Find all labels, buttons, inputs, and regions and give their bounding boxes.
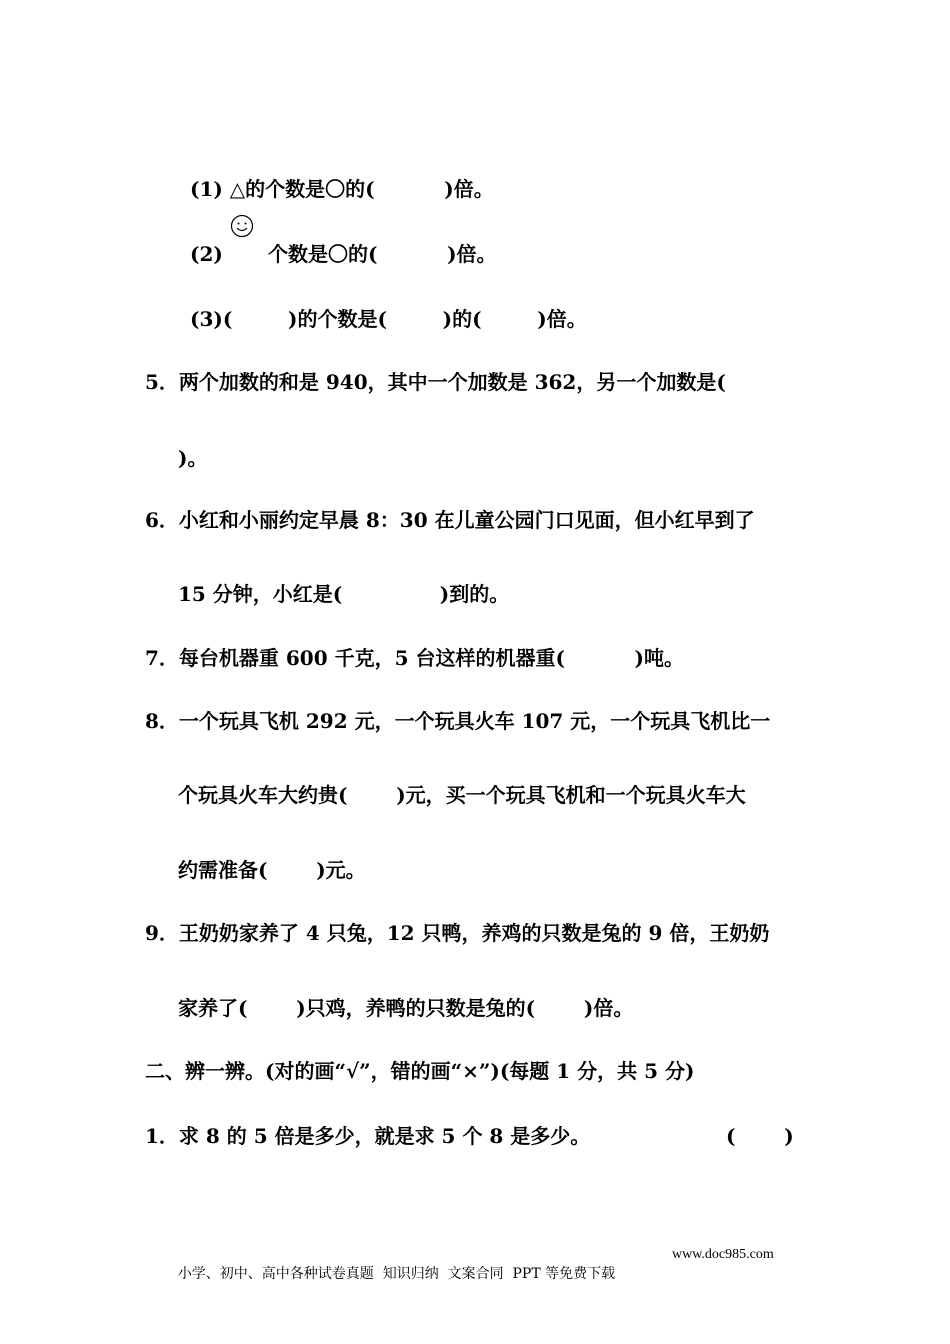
question-5-line1: 5．两个加数的和是 940，其中一个加数是 362，另一个加数是( bbox=[145, 370, 726, 394]
footer-url[interactable]: www.doc985.com bbox=[672, 1247, 774, 1262]
question-9-line2: 家养了( )只鸡，养鸭的只数是兔的( )倍。 bbox=[178, 996, 634, 1020]
question-4-1: (1) △的个数是〇的( )倍。 bbox=[190, 177, 494, 201]
footer-text: 小学、初中、高中各种试卷真题 知识归纳 文案合同 PPT 等免费下载 bbox=[177, 1266, 616, 1282]
section-2-heading: 二、辨一辨。(对的画“√”，错的画“×”)(每题 1 分，共 5 分) bbox=[145, 1059, 695, 1083]
smiley-face-icon bbox=[230, 214, 254, 238]
question-4-2: 个数是〇的( )倍。 bbox=[268, 242, 497, 266]
question-5-line2: )。 bbox=[178, 446, 208, 470]
question-8-line2: 个玩具火车大约贵( )元，买一个玩具飞机和一个玩具火车大 bbox=[178, 783, 746, 807]
question-6-line2: 15 分钟，小红是( )到的。 bbox=[178, 582, 510, 606]
question-6-line1: 6．小红和小丽约定早晨 8：30 在儿童公园门口见面，但小红早到了 bbox=[145, 508, 755, 532]
question-4-2-label: (2) bbox=[190, 242, 223, 266]
question-8-line1: 8．一个玩具飞机 292 元，一个玩具火车 107 元，一个玩具飞机比一 bbox=[145, 709, 771, 733]
question-4-3: (3)( )的个数是( )的( )倍。 bbox=[190, 307, 587, 331]
question-9-line1: 9．王奶奶家养了 4 只兔，12 只鸭，养鸡的只数是兔的 9 倍，王奶奶 bbox=[145, 921, 770, 945]
question-7: 7．每台机器重 600 千克，5 台这样的机器重( )吨。 bbox=[145, 646, 685, 670]
footer bbox=[160, 1247, 800, 1315]
section-2-question-1: 1．求 8 的 5 倍是多少，就是求 5 个 8 是多少。 bbox=[145, 1124, 591, 1148]
answer-paren: ( ) bbox=[726, 1124, 794, 1148]
question-8-line3: 约需准备( )元。 bbox=[178, 858, 366, 882]
